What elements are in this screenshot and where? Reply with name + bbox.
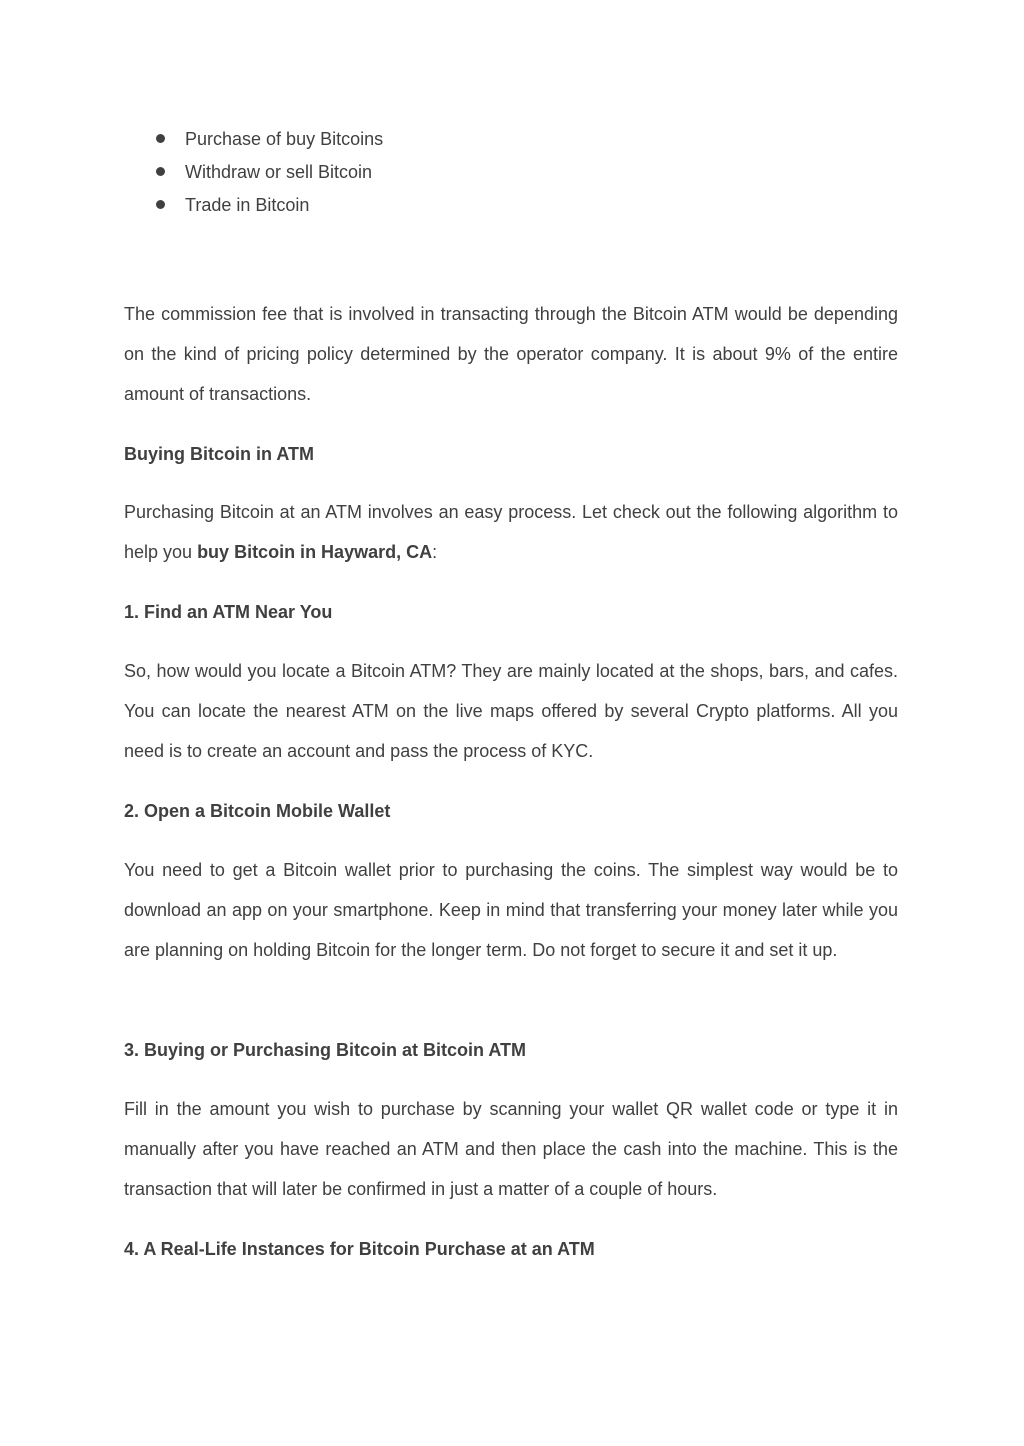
buying-paragraph	[124, 492, 898, 572]
step1-paragraph: So, how would you locate a Bitcoin ATM? They are mainly located at the shops, bars, and cafes. You can locate the nearest ATM on the live maps offered by several Crypto platforms. All you need is to create an account and pass the process of KYC.	[124, 661, 898, 761]
section-heading-buying: Buying Bitcoin in ATM	[124, 444, 314, 464]
bullet-icon	[156, 167, 165, 176]
bullet-icon	[156, 134, 165, 143]
list-item-text: Withdraw or sell Bitcoin	[185, 161, 373, 182]
bullet-list	[152, 122, 383, 221]
intro-paragraph: The commission fee that is involved in transacting through the Bitcoin ATM would be depending on the kind of pricing policy determined by the operator company. It is about 9% of the entire amount of transactions.	[124, 304, 898, 404]
bullet-icon	[156, 200, 165, 209]
hayward-keyword: buy Bitcoin in Hayward, CA	[197, 542, 433, 562]
step1-heading: 1. Find an ATM Near You	[124, 602, 333, 622]
buying-paragraph-colon: :	[432, 542, 438, 562]
list-item-text: Purchase of buy Bitcoins	[185, 128, 384, 149]
list-item-text: Trade in Bitcoin	[185, 194, 310, 215]
list-item	[152, 188, 383, 221]
step3-paragraph: Fill in the amount you wish to purchase by scanning your wallet QR wallet code or type it in manually after you have reached an ATM and then place the cash into the machine. This is the transaction that will later be confirmed in just a matter of a couple of hours.	[124, 1099, 898, 1199]
list-item	[152, 122, 383, 155]
step2-paragraph: You need to get a Bitcoin wallet prior to purchasing the coins. The simplest way would be to download an app on your smartphone. Keep in mind that transferring your money later while you are planning on holding Bitcoin for the longer term. Do not forget to secure it and set it up.	[124, 860, 898, 960]
step4-heading: 4. A Real-Life Instances for Bitcoin Purchase at an ATM	[124, 1239, 595, 1259]
list-item	[152, 155, 383, 188]
step3-heading: 3. Buying or Purchasing Bitcoin at Bitcoin ATM	[124, 1040, 527, 1060]
step2-heading: 2. Open a Bitcoin Mobile Wallet	[124, 801, 391, 821]
buying-paragraph-text: Purchasing Bitcoin at an ATM involves an easy process. Let check out the following algorithm to help you	[124, 502, 898, 562]
